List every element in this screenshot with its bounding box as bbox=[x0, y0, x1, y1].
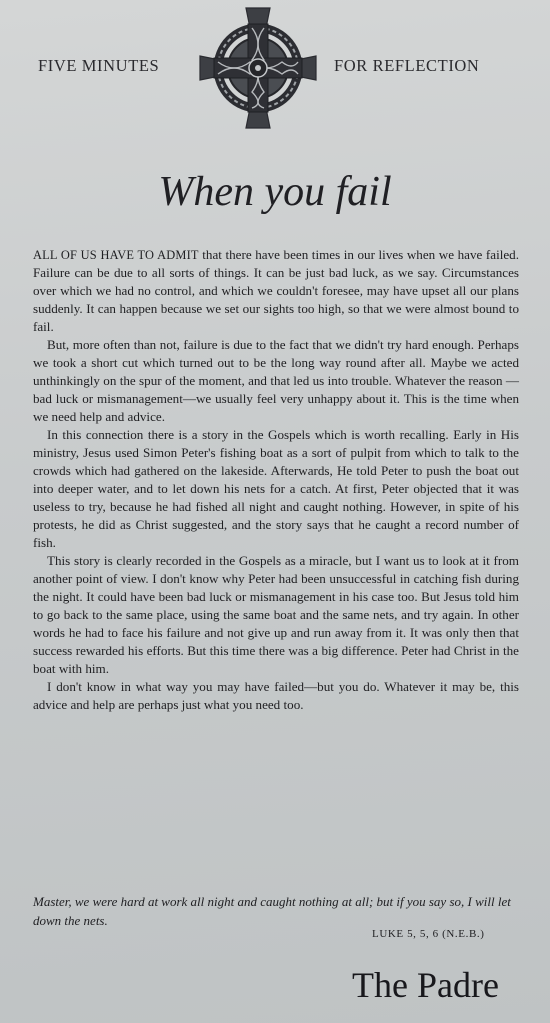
paragraph-2: But, more often than not, failure is due to the fact that we didn't try hard enough. Perhaps we took a short cut which turned out to be the long way round after all. Maybe we acted unthinkingly on the spur of the moment, and that led us into trouble. Whatever the reason —bad luck or mismanagement—we usually feel very unhappy about it. This is the time when we need help and advice. bbox=[33, 337, 519, 424]
paragraph-1-text: that there have been times in our lives when we have failed. Failure can be due to all sorts of things. It can be just bad luck, as we say. Circumstances over which we had no control, and which we couldn't foresee, may have upset all our plans suddenly. It can happen because we set our sights too high, so that we were almost bound to fail. bbox=[33, 247, 519, 334]
paragraph-4: This story is clearly recorded in the Gospels as a miracle, but I want us to look at it from another point of view. I don't know why Peter had been unsuccessful in catching fish during the night. It could have been bad luck or mismanagement in his case too. But Jesus told him to go back to the same place, using the same boat and the same nets, and try again. In other words he had to face his failure and not give up and run away from it. It was only then that success rewarded his efforts. But this time there was a big difference. Peter had Christ in the boat with him. bbox=[33, 553, 519, 676]
header-right: FOR REFLECTION bbox=[334, 56, 480, 75]
lead-in: ALL OF US HAVE TO ADMIT bbox=[33, 248, 199, 262]
article-title: When you fail bbox=[158, 169, 392, 215]
paragraph-3: In this connection there is a story in the Gospels which is worth recalling. Early in His ministry, Jesus used Simon Peter's fishing boat as a sort of pulpit from which to talk to the crowds which had gathered on the lakeside. Afterwards, He told Peter to push the boat out into deeper water, and to let down his nets for a catch. At first, Peter objected that it was useless to try, because he had fished all night and caught nothing. However, in spite of his protests, he did as Christ suggested, and the story says that he caught a record number of fish. bbox=[33, 427, 519, 550]
paragraph-5: I don't know in what way you may have failed—but you do. Whatever it may be, this advice and help are perhaps just what you need too. bbox=[33, 679, 519, 712]
header-left: FIVE MINUTES bbox=[38, 56, 160, 75]
paragraph-1 bbox=[33, 246, 519, 336]
scripture-reference: LUKE 5, 5, 6 (N.E.B.) bbox=[372, 928, 485, 940]
scripture-quote: Master, we were hard at work all night and caught nothing at all; but if you say so, I will let down the nets. bbox=[33, 894, 511, 928]
signature: The Padre bbox=[352, 965, 499, 1005]
celtic-cross-icon bbox=[196, 4, 320, 132]
article-body bbox=[33, 246, 519, 714]
